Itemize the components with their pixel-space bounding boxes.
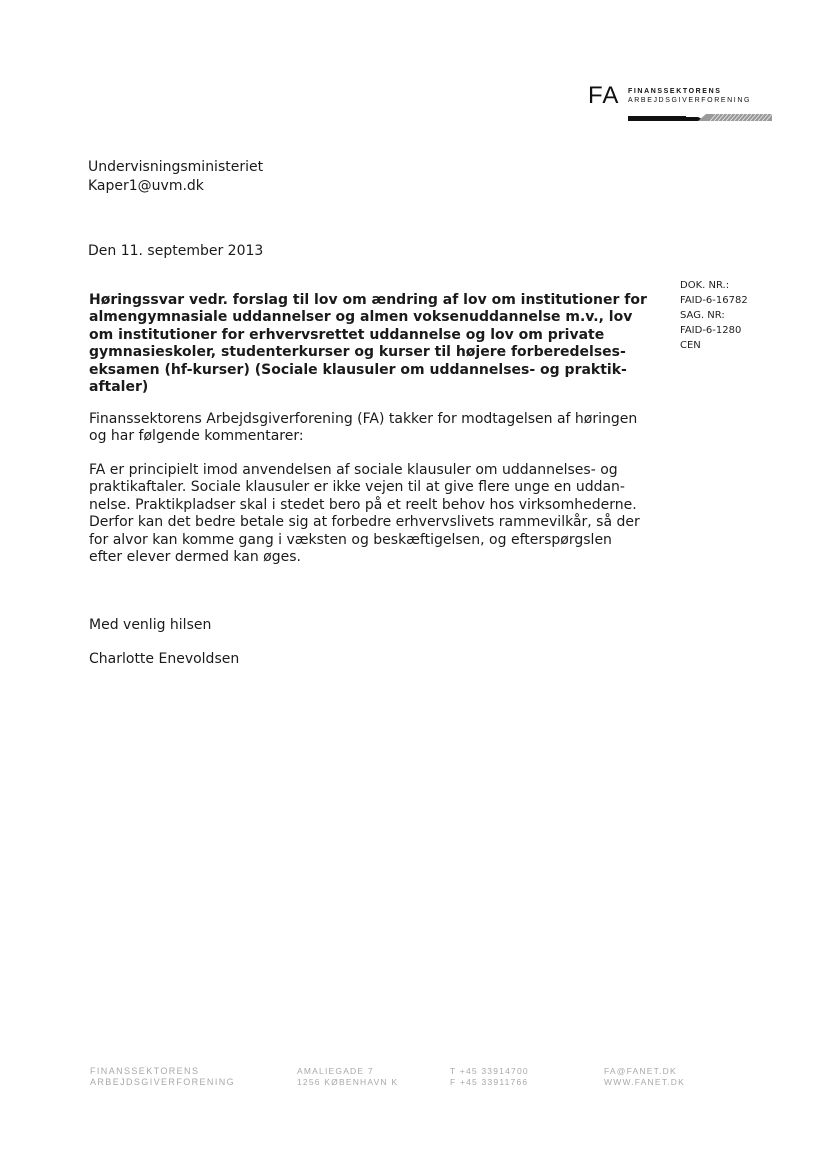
paragraph-line: Finanssektorens Arbejdsgiverforening (FA) takker for modtagelsen af høringen (89, 411, 638, 427)
logo-org-name (628, 87, 751, 105)
subject-line: Høringssvar vedr. forslag til lov om ændring af lov om institutioner for (89, 292, 647, 308)
footer-org-line2: ARBEJDSGIVERFORENING (90, 1077, 236, 1087)
logo-mark: FA (588, 82, 620, 109)
paragraph-line: FA er principielt imod anvendelsen af sociale klausuler om uddannelses- og (89, 462, 618, 478)
footer-org (90, 1066, 235, 1088)
paragraph-line: og har følgende kommentarer: (89, 428, 304, 445)
letter-date: Den 11. september 2013 (88, 243, 264, 259)
paragraph-line: nelse. Praktikpladser skal i stedet bero på et reelt behov hos virksomhederne. (89, 496, 637, 513)
footer-web: WWW.FANET.DK (604, 1077, 685, 1087)
logo-org-line1: FINANSSEKTORENS (628, 88, 722, 95)
logo-stripe-graphic (628, 114, 772, 121)
recipient-name: Undervisningsministeriet (88, 159, 264, 175)
footer-contact (604, 1066, 685, 1088)
recipient-block (88, 158, 263, 196)
subject-heading (89, 292, 651, 396)
closing-greeting: Med venlig hilsen (89, 617, 212, 633)
subject-line: om institutioner for erhvervsrettet uddannelse og lov om private (89, 326, 605, 343)
subject-line: eksamen (hf-kurser) (Sociale klausuler om uddannelses- og praktik- (89, 361, 627, 378)
letterhead-logo (588, 84, 778, 124)
footer-fax: F +45 33911766 (450, 1077, 529, 1087)
intro-paragraph (89, 411, 659, 446)
paragraph-line: Derfor kan det bedre betale sig at forbedre erhvervslivets rammevilkår, så der (89, 514, 640, 531)
signature-name: Charlotte Enevoldsen (89, 651, 240, 667)
author-initials: CEN (680, 340, 701, 351)
footer-city: 1256 KØBENHAVN K (297, 1077, 399, 1087)
paragraph-line: for alvor kan komme gang i væksten og beskæftigelsen, og efterspørgslen (89, 531, 612, 548)
paragraph-line: praktikaftaler. Sociale klausuler er ikke vejen til at give flere unge en uddan- (89, 479, 625, 496)
logo-org-line2: ARBEJDSGIVERFORENING (628, 97, 752, 104)
subject-line: almengymnasiale uddannelser og almen voksenuddannelse m.v., lov (89, 309, 633, 326)
footer-phone: T +45 33914700 (450, 1066, 529, 1076)
paragraph-line: efter elever dermed kan øges. (89, 549, 301, 566)
subject-line: gymnasieskoler, studenterkurser og kurser til højere forberedelses- (89, 344, 626, 361)
reference-column (680, 278, 748, 353)
sag-nr-label: SAG. NR: (680, 310, 725, 321)
sag-nr-value: FAID-6-1280 (680, 325, 742, 336)
subject-line: aftaler) (89, 379, 149, 396)
footer-org-line1: FINANSSEKTORENS (90, 1066, 200, 1076)
footer-phone-fax (450, 1066, 529, 1088)
dok-nr-value: FAID-6-16782 (680, 295, 748, 306)
footer-street: AMALIEGADE 7 (297, 1066, 374, 1076)
position-paragraph (89, 462, 659, 566)
dok-nr-label: DOK. NR.: (680, 280, 730, 291)
footer-email: FA@FANET.DK (604, 1066, 677, 1076)
recipient-email: Kaper1@uvm.dk (88, 178, 204, 194)
letter-footer (0, 1066, 832, 1096)
footer-address (297, 1066, 398, 1088)
